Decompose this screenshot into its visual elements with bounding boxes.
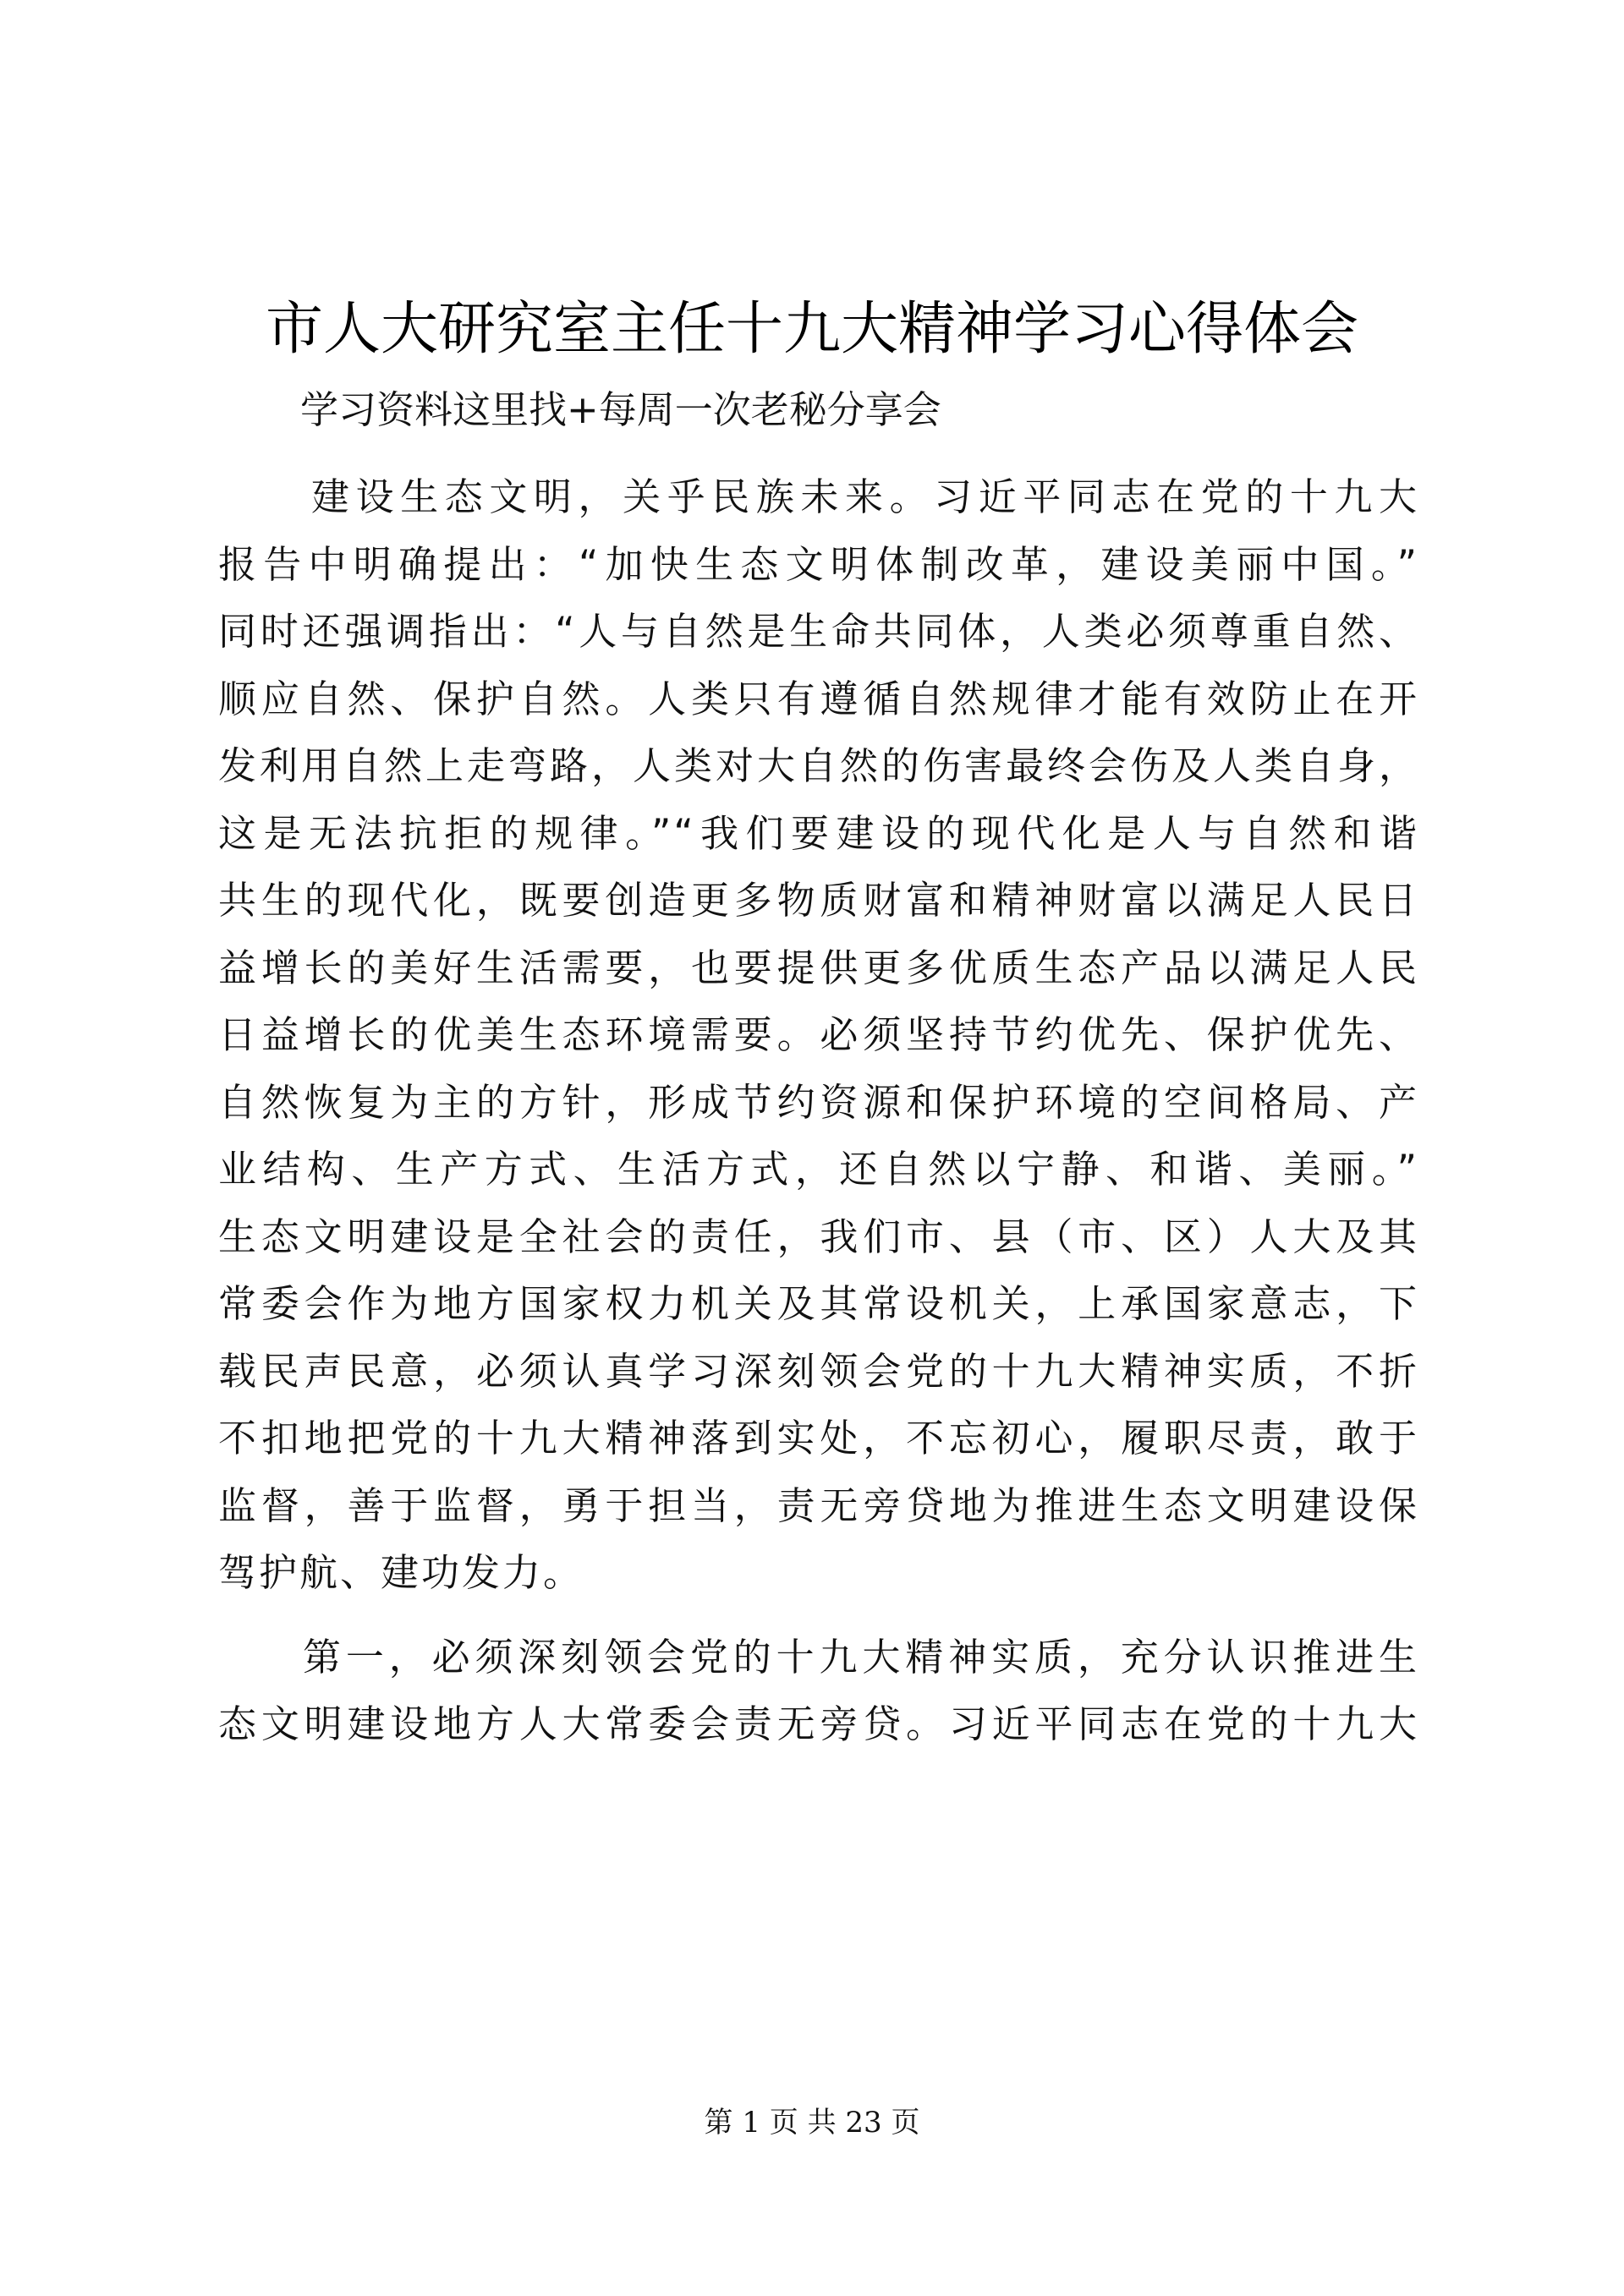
document-title: 市人大研究室主任十九大精神学习心得体会 (265, 296, 1358, 363)
text-line: 同时还强调指出：“人与自然是生命共同体，人类必须尊重自然、 (218, 609, 1419, 654)
text-line: 自然恢复为主的方针，形成节约资源和保护环境的空间格局、产 (218, 1079, 1419, 1125)
paragraph (218, 463, 1419, 1607)
text-line: 益增长的美好生活需要，也要提供更多优质生态产品以满足人民 (218, 945, 1419, 990)
text-line: 态文明建设地方人大常委会责无旁贷。习近平同志在党的十九大 (218, 1701, 1419, 1746)
text-line: 第一，必须深刻领会党的十九大精神实质，充分认识推进生 (303, 1634, 1419, 1680)
text-line: 载民声民意，必须认真学习深刻领会党的十九大精神实质，不折 (218, 1348, 1419, 1394)
text-line: 建设生态文明，关乎民族未来。习近平同志在党的十九大 (311, 474, 1419, 519)
text-line: 驾护航、建功发力。 (218, 1550, 584, 1595)
text-line: 共生的现代化，既要创造更多物质财富和精神财富以满足人民日 (218, 878, 1419, 923)
text-line: 不扣地把党的十九大精神落到实处，不忘初心，履职尽责，敢于 (218, 1416, 1419, 1460)
document-subtitle: 学习资料这里找+每周一次老秘分享会 (300, 387, 941, 432)
text-line: 业结构、生产方式、生活方式，还自然以宁静、和谐、美丽。” (218, 1147, 1419, 1192)
paragraph-gap (218, 1607, 1419, 1624)
text-line: 这是无法抗拒的规律。”“我们要建设的现代化是人与自然和谐 (218, 810, 1419, 856)
text-line: 常委会作为地方国家权力机关及其常设机关，上承国家意志，下 (218, 1281, 1419, 1326)
text-line: 顺应自然、保护自然。人类只有遵循自然规律才能有效防止在开 (218, 676, 1419, 721)
text-line: 日益增长的优美生态环境需要。必须坚持节约优先、保护优先、 (218, 1012, 1419, 1057)
text-line: 报告中明确提出：“加快生态文明体制改革，建设美丽中国。” (218, 541, 1419, 587)
document-body (218, 463, 1419, 1758)
text-line: 发利用自然上走弯路，人类对大自然的伤害最终会伤及人类自身， (218, 743, 1419, 788)
paragraph (218, 1624, 1419, 1758)
page-number-footer: 第 1 页 共 23 页 (704, 2106, 920, 2140)
text-line: 监督，善于监督，勇于担当，责无旁贷地为推进生态文明建设保 (218, 1482, 1419, 1528)
text-line: 生态文明建设是全社会的责任，我们市、县（市、区）人大及其 (218, 1214, 1419, 1259)
